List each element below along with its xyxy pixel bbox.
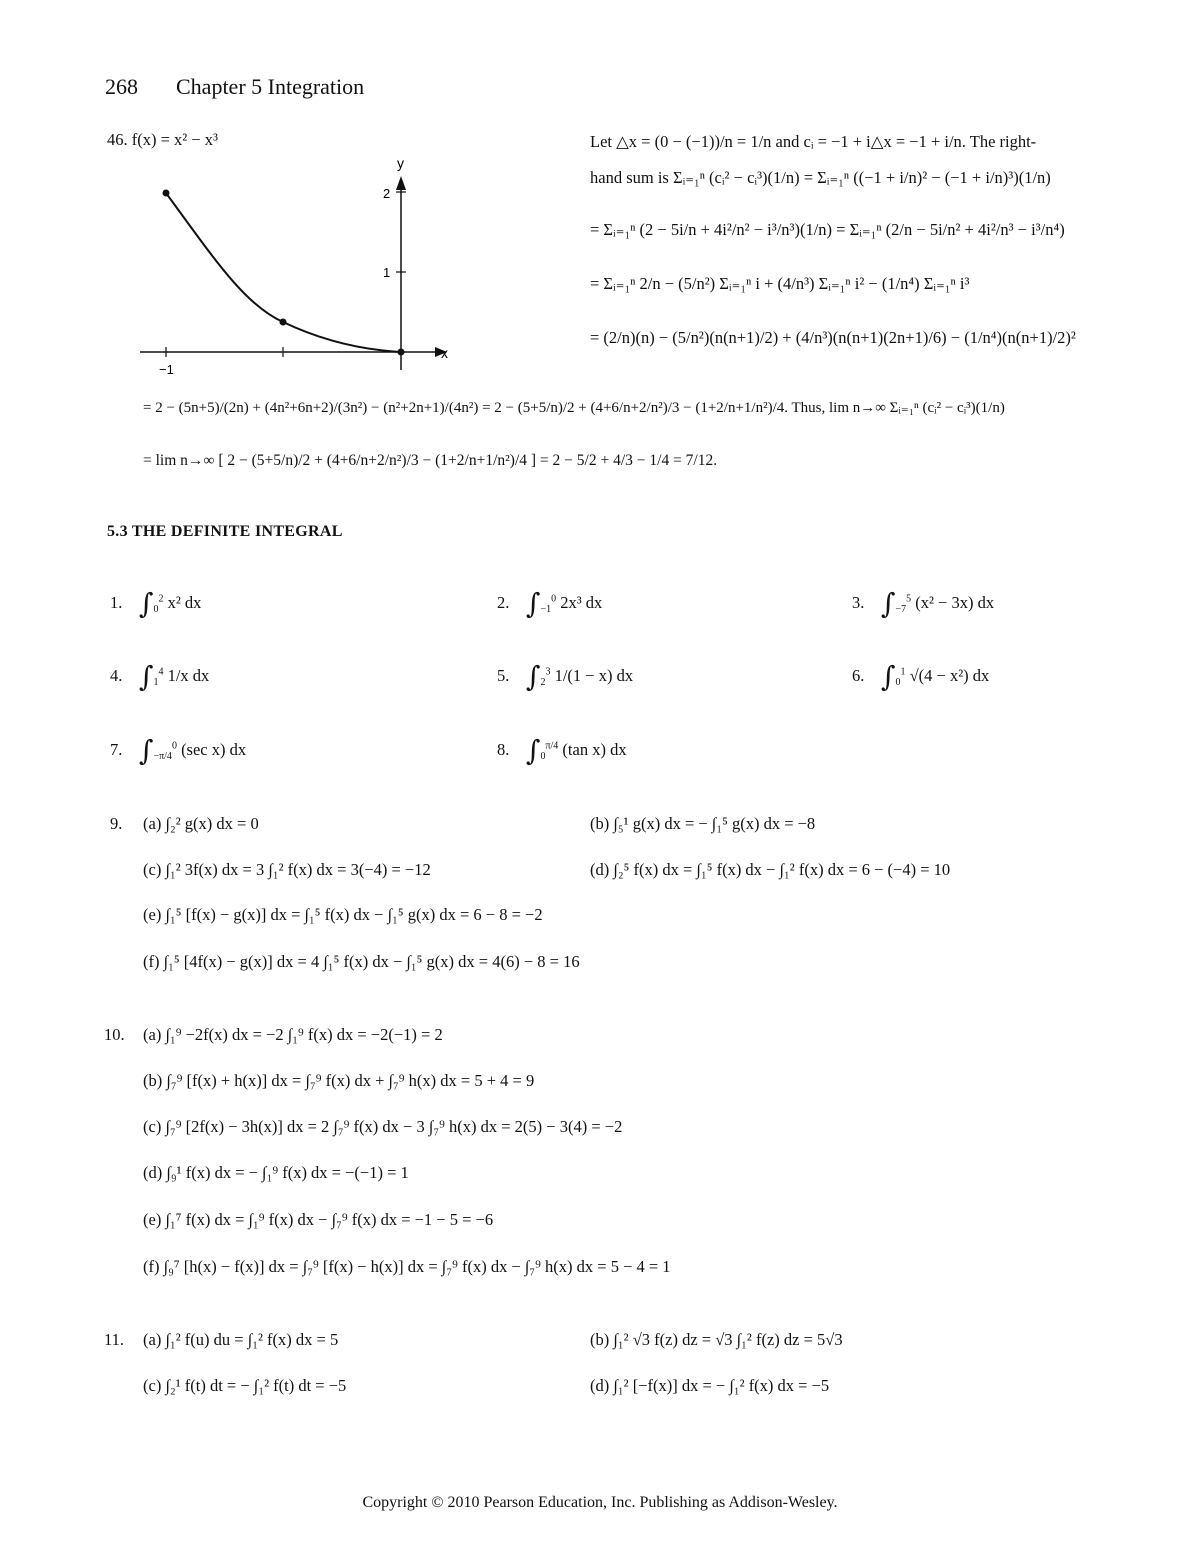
p46-line-4: = Σᵢ₌₁ⁿ 2/n − (5/n²) Σᵢ₌₁ⁿ i + (4/n³) Σᵢ₌₁ⁿ i² − (1/n⁴) Σᵢ₌₁ⁿ i³ xyxy=(590,274,970,293)
p46-full-line-1: = 2 − (5n+5)/(2n) + (4n²+6n+2)/(3n²) − (n²+2n+1)/(4n²) = 2 − (5+5/n)/2 + (4+6/n+2/n²)/3 − (1+2/n+1/n²)/4. Thus, lim n→∞ Σᵢ₌₁ⁿ (cᵢ² − cᵢ³)(1/n) xyxy=(143,400,1005,416)
p10-e: (e) ∫₁⁷ f(x) dx = ∫₁⁹ f(x) dx − ∫₇⁹ f(x) dx = −1 − 5 = −6 xyxy=(143,1210,494,1229)
p9-b: (b) ∫₅¹ g(x) dx = − ∫₁⁵ g(x) dx = −8 xyxy=(590,814,816,833)
p9-f: (f) ∫₁⁵ [4f(x) − g(x)] dx = 4 ∫₁⁵ f(x) dx − ∫₁⁵ g(x) dx = 4(6) − 8 = 16 xyxy=(143,952,580,971)
p11-b: (b) ∫₁² √3 f(z) dz = √3 ∫₁² f(z) dz = 5√3 xyxy=(590,1330,843,1349)
p46-line-3: = Σᵢ₌₁ⁿ (2 − 5i/n + 4i²/n² − i³/n³)(1/n) = Σᵢ₌₁ⁿ (2/n − 5i/n² + 4i²/n³ − i³/n⁴) xyxy=(590,220,1065,239)
integral-2: 2. $\int_{-1}^0$ 2x³ dx xyxy=(497,587,603,620)
p10-number: 10. xyxy=(104,1025,125,1044)
p9-number: 9. xyxy=(110,814,123,833)
integral-7: 7. $\int_{-\pi/4}^0$ (sec x) dx xyxy=(110,734,247,767)
p46-line-1: Let △x = (0 − (−1))/n = 1/n and cᵢ = −1 + i△x = −1 + i/n. The right- xyxy=(590,132,1037,151)
integral-3: 3. $\int_{-7}^5$ (x² − 3x) dx xyxy=(852,587,995,620)
y-tick-1: 1 xyxy=(383,265,391,280)
p46-full-line-2: = lim n→∞ [ 2 − (5+5/n)/2 + (4+6/n+2/n²)/3 − (1+2/n+1/n²)/4 ] = 2 − 5/2 + 4/3 − 1/4 = 7/12. xyxy=(143,452,718,469)
section-title: 5.3 THE DEFINITE INTEGRAL xyxy=(107,523,343,540)
p10-c: (c) ∫₇⁹ [2f(x) − 3h(x)] dx = 2 ∫₇⁹ f(x) dx − 3 ∫₇⁹ h(x) dx = 2(5) − 3(4) = −2 xyxy=(143,1117,623,1136)
p10-b: (b) ∫₇⁹ [f(x) + h(x)] dx = ∫₇⁹ f(x) dx + ∫₇⁹ h(x) dx = 5 + 4 = 9 xyxy=(143,1071,535,1090)
p10-a: (a) ∫₁⁹ −2f(x) dx = −2 ∫₁⁹ f(x) dx = −2(−1) = 2 xyxy=(143,1025,443,1044)
point xyxy=(280,319,287,326)
curve xyxy=(166,193,401,352)
x-label: x xyxy=(441,345,448,361)
p9-c: (c) ∫₁² 3f(x) dx = 3 ∫₁² f(x) dx = 3(−4) = −12 xyxy=(143,860,431,879)
p46-line-5: = (2/n)(n) − (5/n²)(n(n+1)/2) + (4/n³)(n(n+1)(2n+1)/6) − (1/n⁴)(n(n+1)/2)² xyxy=(590,328,1076,347)
integral-4: 4. $\int_1^4$ 1/x dx xyxy=(110,660,210,693)
y-tick-2: 2 xyxy=(383,186,391,201)
p10-d: (d) ∫₉¹ f(x) dx = − ∫₁⁹ f(x) dx = −(−1) = 1 xyxy=(143,1163,409,1182)
chapter-title: Chapter 5 Integration xyxy=(176,74,365,99)
y-label: y xyxy=(397,155,404,171)
p9-e: (e) ∫₁⁵ [f(x) − g(x)] dx = ∫₁⁵ f(x) dx − ∫₁⁵ g(x) dx = 6 − 8 = −2 xyxy=(143,905,543,924)
problem-46-graph xyxy=(135,150,465,380)
p9-d: (d) ∫₂⁵ f(x) dx = ∫₁⁵ f(x) dx − ∫₁² f(x) dx = 6 − (−4) = 10 xyxy=(590,860,951,879)
p11-c: (c) ∫₂¹ f(t) dt = − ∫₁² f(t) dt = −5 xyxy=(143,1376,347,1395)
p46-line-2: hand sum is Σᵢ₌₁ⁿ (cᵢ² − cᵢ³)(1/n) = Σᵢ₌₁ⁿ ((−1 + i/n)² − (−1 + i/n)³)(1/n) xyxy=(590,168,1051,187)
p11-a: (a) ∫₁² f(u) du = ∫₁² f(x) dx = 5 xyxy=(143,1330,339,1349)
problem-46-label: 46. f(x) = x² − x³ xyxy=(107,130,218,149)
y-axis-arrow xyxy=(396,176,406,190)
integral-1: 1. $\int_0^2$ x² dx xyxy=(110,587,202,620)
point xyxy=(398,349,405,356)
p11-d: (d) ∫₁² [−f(x)] dx = − ∫₁² f(x) dx = −5 xyxy=(590,1376,830,1395)
copyright-footer: Copyright © 2010 Pearson Education, Inc. Publishing as Addison-Wesley. xyxy=(362,1494,838,1511)
page-number: 268 xyxy=(105,74,138,99)
integral-5: 5. $\int_2^3$ 1/(1 − x) dx xyxy=(497,660,634,693)
p11-number: 11. xyxy=(104,1330,125,1349)
integral-8: 8. $\int_0^{\pi/4}$ (tan x) dx xyxy=(497,734,627,767)
p10-f: (f) ∫₉⁷ [h(x) − f(x)] dx = ∫₇⁹ [f(x) − h(x)] dx = ∫₇⁹ f(x) dx − ∫₇⁹ h(x) dx = 5 − 4 = 1 xyxy=(143,1257,671,1276)
point xyxy=(163,190,170,197)
integral-6: 6. $\int_0^1$ √(4 − x²) dx xyxy=(852,660,990,693)
p9-a: (a) ∫₂² g(x) dx = 0 xyxy=(143,814,259,833)
x-tick-neg1: −1 xyxy=(159,362,174,377)
